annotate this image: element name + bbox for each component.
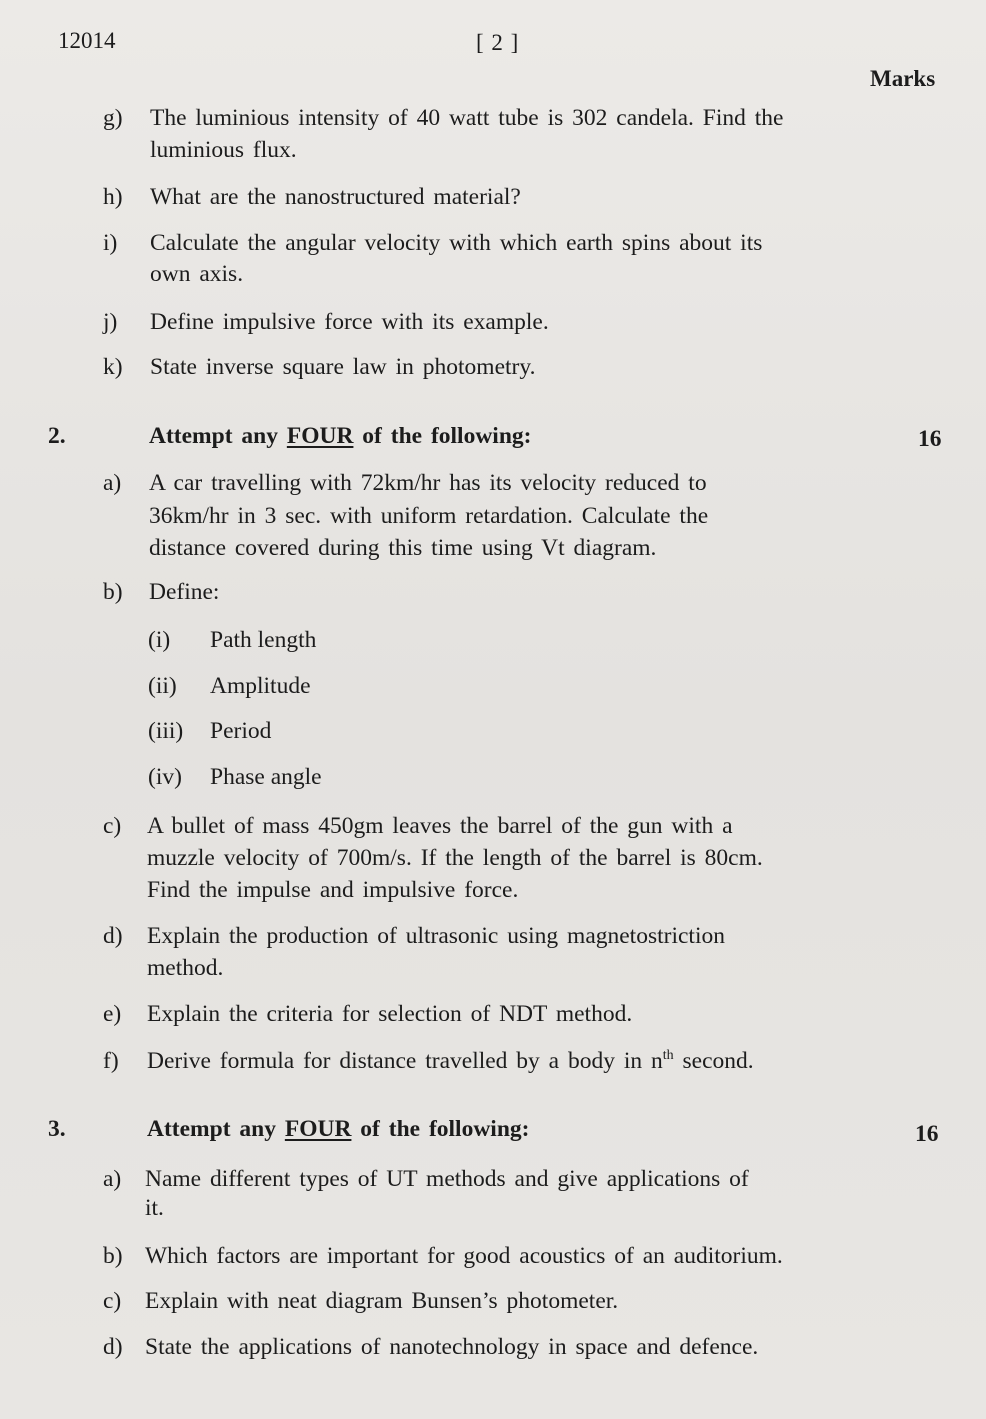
item-line: State the applications of nanotechnology in space and defence. xyxy=(145,1334,759,1360)
item-line: Find the impulse and impulsive force. xyxy=(147,877,519,903)
item-line: A bullet of mass 450gm leaves the barrel of the gun with a xyxy=(147,813,733,839)
item-label: g) xyxy=(103,105,123,131)
question-3-heading: Attempt any FOUR of the following: xyxy=(147,1116,530,1142)
item-line: own axis. xyxy=(150,261,244,287)
item-label: a) xyxy=(103,1166,122,1192)
item-label: c) xyxy=(103,1288,122,1314)
item-line: Explain the production of ultrasonic using magnetostriction xyxy=(147,923,725,949)
item-line: State inverse square law in photometry. xyxy=(150,354,536,380)
paper-code: 12014 xyxy=(58,28,116,53)
item-line: method. xyxy=(147,955,224,981)
marks-heading: Marks xyxy=(870,66,936,91)
item-label: b) xyxy=(103,1243,123,1269)
item-label: c) xyxy=(103,813,122,839)
question-2-heading: Attempt any FOUR of the following: xyxy=(149,423,532,449)
item-label: j) xyxy=(103,309,118,335)
item-label: e) xyxy=(103,1001,122,1027)
item-line: Which factors are important for good acoustics of an auditorium. xyxy=(145,1243,783,1269)
item-line: A car travelling with 72km/hr has its velocity reduced to xyxy=(149,470,707,496)
item-line: 36km/hr in 3 sec. with uniform retardation. Calculate the xyxy=(149,503,709,529)
subitem-text: Period xyxy=(210,718,272,744)
subitem-text: Amplitude xyxy=(210,673,311,699)
subitem-label: (ii) xyxy=(148,673,177,699)
subitem-label: (i) xyxy=(148,627,171,653)
item-line: Calculate the angular velocity with which earth spins about its xyxy=(150,230,763,256)
item-line: What are the nanostructured material? xyxy=(150,184,521,210)
subitem-label: (iv) xyxy=(148,764,182,790)
item-line: it. xyxy=(145,1195,164,1221)
item-label: b) xyxy=(103,579,123,605)
item-line: Explain the criteria for selection of NDT method. xyxy=(147,1001,633,1027)
item-label: k) xyxy=(103,354,123,380)
item-line: Define impulsive force with its example. xyxy=(150,309,549,335)
item-line: distance covered during this time using Vt diagram. xyxy=(149,535,657,561)
item-label: d) xyxy=(103,1334,123,1360)
item-line: The luminious intensity of 40 watt tube is 302 candela. Find the xyxy=(150,105,784,131)
question-2-marks: 16 xyxy=(918,426,942,452)
question-3-number: 3. xyxy=(48,1116,66,1142)
subitem-text: Path length xyxy=(210,627,317,653)
item-label: d) xyxy=(103,923,123,949)
question-3-marks: 16 xyxy=(915,1121,939,1147)
subitem-text: Phase angle xyxy=(210,764,322,790)
item-label: h) xyxy=(103,184,123,210)
item-line: Derive formula for distance travelled by a body in $n^{th}$ second. xyxy=(147,1048,754,1074)
item-label: a) xyxy=(103,470,122,496)
page-number: [ 2 ] xyxy=(476,30,520,55)
subitem-label: (iii) xyxy=(148,718,184,744)
item-line: Explain with neat diagram Bunsen’s photometer. xyxy=(145,1288,619,1314)
item-line: Define: xyxy=(149,579,220,605)
item-line: muzzle velocity of 700m/s. If the length of the barrel is 80cm. xyxy=(147,845,763,871)
item-label: i) xyxy=(103,230,118,256)
item-line: luminious flux. xyxy=(150,137,297,163)
item-line: Name different types of UT methods and give applications of xyxy=(145,1166,749,1192)
item-label: f) xyxy=(103,1048,119,1074)
question-2-number: 2. xyxy=(48,423,66,449)
